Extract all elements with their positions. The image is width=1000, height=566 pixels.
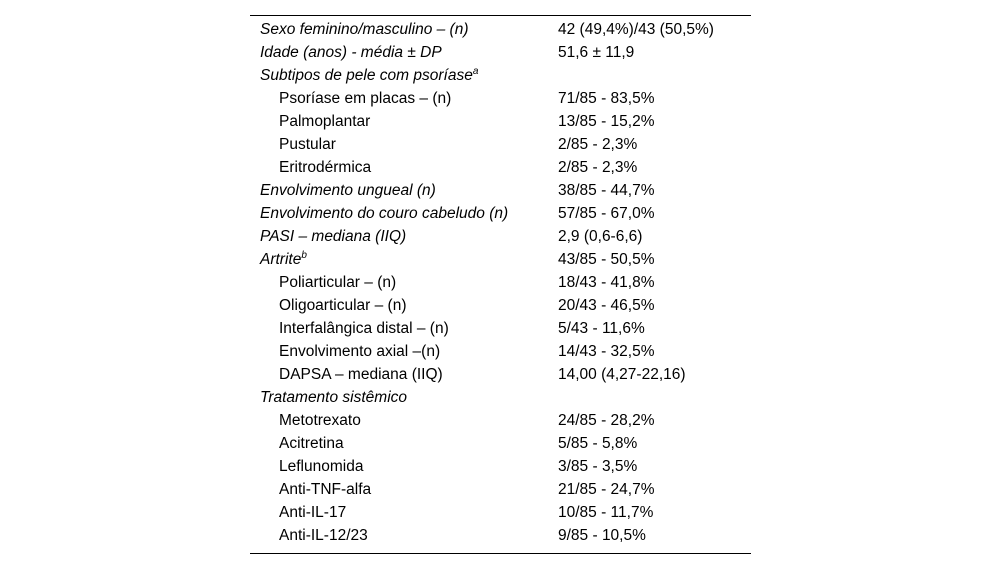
table-row [250, 18, 751, 41]
row-label [250, 202, 558, 225]
row-label [250, 363, 558, 386]
row-label-text: Idade (anos) - média ± DP [260, 44, 442, 61]
row-value: 9/85 - 10,5% [558, 527, 646, 544]
row-label [250, 455, 558, 478]
row-label [250, 156, 558, 179]
row-label-text: Artrite [260, 251, 302, 268]
row-label-text: Metotrexato [279, 412, 361, 429]
row-label [250, 64, 558, 87]
row-value: 42 (49,4%)/43 (50,5%) [558, 21, 714, 38]
row-label-text: Tratamento sistêmico [260, 389, 408, 406]
row-label-text: Envolvimento axial –(n) [279, 343, 441, 360]
row-label [250, 133, 558, 156]
row-value: 2/85 - 2,3% [558, 159, 638, 176]
row-label [250, 271, 558, 294]
table-body [250, 18, 751, 547]
row-value [558, 64, 751, 87]
row-value: 21/85 - 24,7% [558, 481, 655, 498]
row-label-text: Interfalângica distal – (n) [279, 320, 449, 337]
table-row [250, 179, 751, 202]
row-value: 2,9 (0,6-6,6) [558, 228, 643, 245]
table-row [250, 455, 751, 478]
row-label-text: Psoríase em placas – (n) [279, 90, 452, 107]
table-row [250, 294, 751, 317]
row-value: 14,00 (4,27-22,16) [558, 366, 686, 383]
row-label [250, 386, 558, 409]
row-label-text: PASI – mediana (IIQ) [260, 228, 407, 245]
row-label-text: Leflunomida [279, 458, 364, 475]
row-label-text: Envolvimento ungueal (n) [260, 182, 436, 199]
row-label-text: Anti-IL-17 [279, 504, 347, 521]
row-label [250, 432, 558, 455]
table-row [250, 363, 751, 386]
table-row [250, 110, 751, 133]
row-label-text: Anti-TNF-alfa [279, 481, 372, 498]
row-label-text: Palmoplantar [279, 113, 371, 130]
row-label [250, 110, 558, 133]
table-row [250, 41, 751, 64]
table-row [250, 248, 751, 271]
row-value: 18/43 - 41,8% [558, 274, 655, 291]
row-value: 38/85 - 44,7% [558, 182, 655, 199]
table-row [250, 317, 751, 340]
table-row [250, 156, 751, 179]
row-value: 5/43 - 11,6% [558, 320, 645, 337]
row-label-text: Oligoarticular – (n) [279, 297, 407, 314]
row-value: 43/85 - 50,5% [558, 251, 655, 268]
row-label-text: Sexo feminino/masculino – (n) [260, 21, 469, 38]
table-row [250, 501, 751, 524]
row-value: 71/85 - 83,5% [558, 90, 655, 107]
row-label [250, 248, 558, 271]
row-label [250, 87, 558, 110]
table-row [250, 133, 751, 156]
row-value: 13/85 - 15,2% [558, 113, 655, 130]
row-label [250, 179, 558, 202]
row-value: 51,6 ± 11,9 [558, 44, 635, 61]
row-value: 10/85 - 11,7% [558, 504, 654, 521]
table-row [250, 432, 751, 455]
row-value: 5/85 - 5,8% [558, 435, 638, 452]
row-value: 57/85 - 67,0% [558, 205, 655, 222]
table-row [250, 271, 751, 294]
row-label [250, 294, 558, 317]
row-label-text: Acitretina [279, 435, 344, 452]
row-value: 2/85 - 2,3% [558, 136, 638, 153]
row-label-text: Eritrodérmica [279, 159, 372, 176]
footnote-marker: b [301, 250, 307, 261]
row-value: 3/85 - 3,5% [558, 458, 638, 475]
table-row [250, 386, 751, 409]
row-label [250, 41, 558, 64]
footnote-marker: a [472, 66, 479, 77]
row-label [250, 501, 558, 524]
row-label [250, 317, 558, 340]
row-label [250, 225, 558, 248]
characteristics-table [250, 15, 751, 554]
row-label-text: Poliarticular – (n) [279, 274, 397, 291]
row-value: 14/43 - 32,5% [558, 343, 655, 360]
table-row [250, 87, 751, 110]
row-label [250, 524, 558, 547]
table-row [250, 202, 751, 225]
row-value: 24/85 - 28,2% [558, 412, 655, 429]
row-label-text: DAPSA – mediana (IIQ) [279, 366, 443, 383]
row-label [250, 18, 558, 41]
row-value: 20/43 - 46,5% [558, 297, 655, 314]
row-label [250, 409, 558, 432]
row-label [250, 478, 558, 501]
table-row [250, 64, 751, 87]
table-row [250, 524, 751, 547]
row-value [558, 386, 751, 409]
table-row [250, 225, 751, 248]
row-label [250, 340, 558, 363]
row-label-text: Subtipos de pele com psoríase [260, 67, 473, 84]
table-row [250, 340, 751, 363]
row-label-text: Envolvimento do couro cabeludo (n) [260, 205, 509, 222]
table-row [250, 409, 751, 432]
row-label-text: Pustular [279, 136, 336, 153]
row-label-text: Anti-IL-12/23 [279, 527, 368, 544]
table-row [250, 478, 751, 501]
